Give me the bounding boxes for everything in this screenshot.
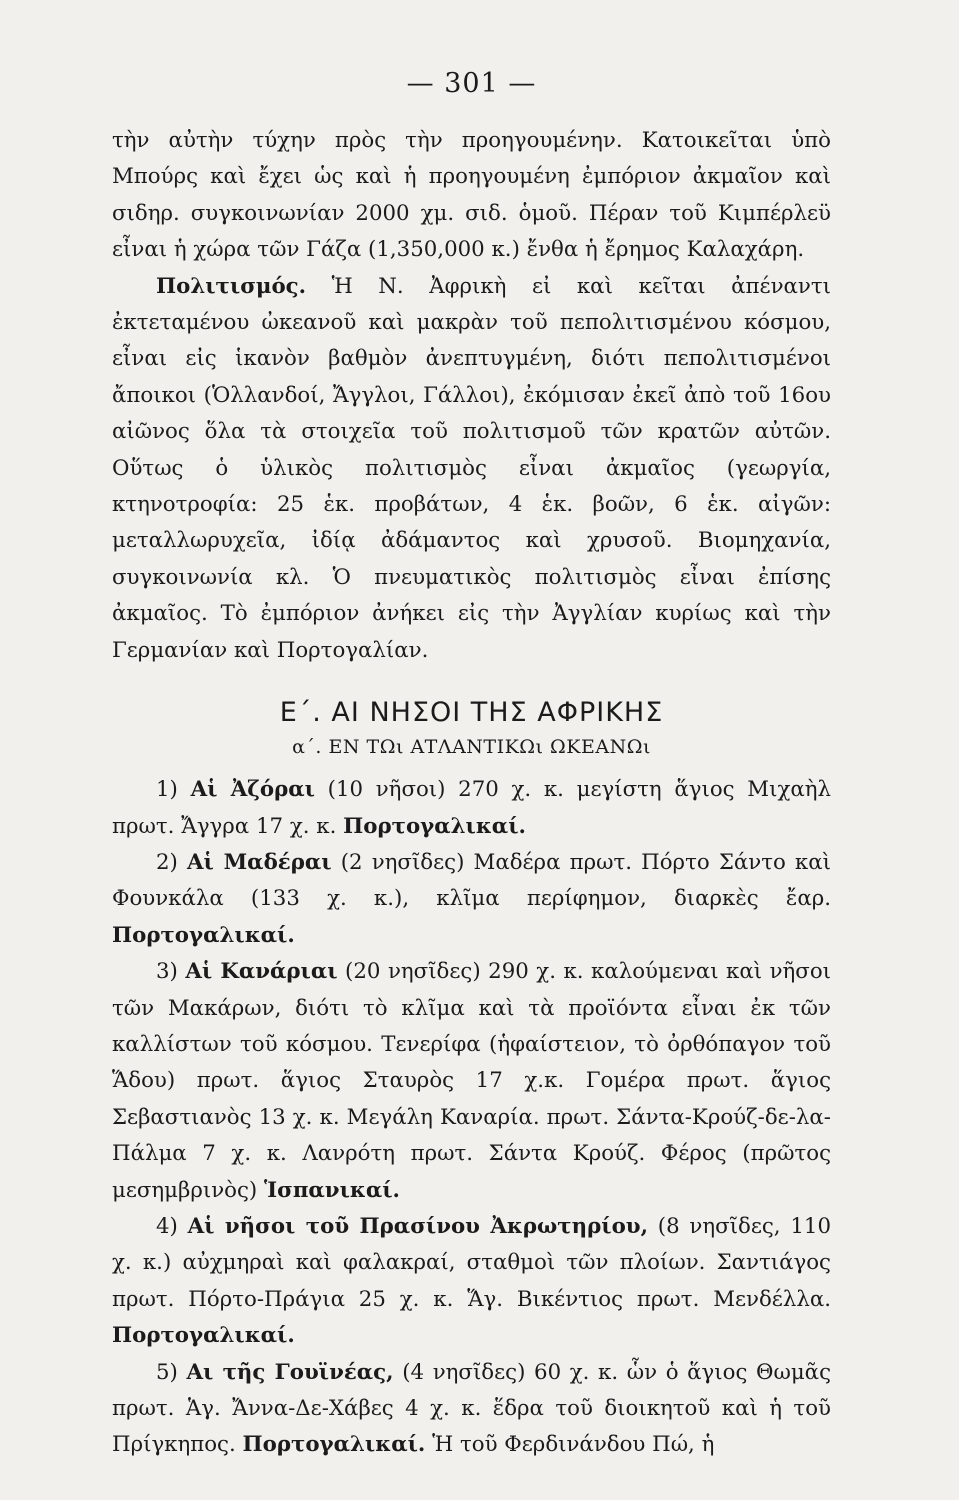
item-owner: Πορτογαλικαί.: [112, 1323, 295, 1349]
paragraph-civilization: [112, 269, 831, 669]
item-number: 2): [156, 849, 187, 875]
item-body: (10 νῆσοι) 270 χ. κ. μεγίστη ἅγιος Μιχαὴλ πρωτ. Ἄγγρα 17 χ. κ.: [112, 777, 831, 839]
paragraph-body: Ἡ Ν. Ἀφρικὴ εἰ καὶ κεῖται ἀπέναντι ἐκτεταμένου ὠκεανοῦ καὶ μακρὰν τοῦ πεπολιτισμένου κόσμου, εἶναι εἰς ἱκανὸν βαθμὸν ἀνεπτυγμένη, διότι πεπολιτισμένοι ἄποικοι (Ὁλλανδοί, Ἄγγλοι, Γάλλοι), ἐκόμισαν ἐκεῖ ἀπὸ τοῦ 16ου αἰῶνος ὅλα τὰ στοιχεῖα τοῦ πολιτισμοῦ τῶν κρατῶν αὐτῶν. Οὕτως ὁ ὑλικὸς πολιτισμὸς εἶναι ἀκμαῖος (γεωργία, κτηνοτροφία: 25 ἑκ. προβάτων, 4 ἑκ. βοῶν, 6 ἑκ. αἰγῶν: μεταλλωρυχεῖα, ἰδίᾳ ἀδάμαντος καὶ χρυσοῦ. Βιομηχανία, συγκοινωνία κλ. Ὁ πνευματικὸς πολιτισμὸς εἶναι ἐπίσης ἀκμαῖος. Τὸ ἐμπόριον ἀνήκει εἰς τὴν Ἀγγλίαν κυρίως καὶ τὴν Γερμανίαν καὶ Πορτογαλίαν.: [112, 273, 831, 663]
list-item: [112, 1209, 831, 1355]
subsection-title: α΄. ΕΝ ΤΩι ΑΤΛΑΝΤΙΚΩι ΩΚΕΑΝΩι: [292, 736, 651, 759]
page-number: — 301 —: [406, 68, 537, 99]
item-number: 5): [156, 1359, 187, 1385]
item-number: 1): [156, 777, 191, 803]
list-item: [112, 772, 831, 845]
section-title: Ε΄. ΑΙ ΝΗΣΟΙ ΤΗΣ ΑΦΡΙΚΗΣ: [279, 697, 664, 729]
item-name: Αἱ Κανάριαι: [185, 959, 338, 985]
item-number: 4): [156, 1213, 188, 1239]
item-name: Αι τῆς Γουϊνέας,: [186, 1359, 394, 1385]
paragraph-intro: τὴν αὐτὴν τύχην πρὸς τὴν προηγουμένην. Κατοικεῖται ὑπὸ Μπούρς καὶ ἔχει ὡς καὶ ἡ προηγουμένη ἐμπόριον ἀκμαῖον καὶ σιδηρ. συγκοινωνίαν 2000 χμ. σιδ. ὁμοῦ. Πέραν τοῦ Κιμπέρλεϋ εἶναι ἡ χώρα τῶν Γάζα (1,350,000 κ.) ἔνθα ἡ ἔρημος Καλαχάρη.: [112, 128, 831, 263]
item-owner: Πορτογαλικαί.: [242, 1432, 426, 1458]
item-owner: Ἱσπανικαί.: [263, 1177, 400, 1203]
list-item: [112, 954, 831, 1209]
item-body: (2 νησῖδες) Μαδέρα πρωτ. Πόρτο Σάντο καὶ Φουνκάλα (133 χ. κ.), κλῖμα περίφημον, διαρκὲς ἔαρ.: [112, 849, 831, 912]
item-owner: Πορτογαλικαί.: [112, 922, 295, 948]
item-name: Αἱ νῆσοι τοῦ Πρασίνου Ἀκρωτηρίου,: [187, 1213, 648, 1239]
list-item: [112, 1355, 831, 1464]
paragraph-heading: Πολιτισμός.: [156, 273, 307, 299]
item-number: 3): [156, 959, 186, 985]
item-body: (4 νησῖδες) 60 χ. κ. ὧν ὁ ἅγιος Θωμᾶς πρωτ. Ἁγ. Ἄννα-Δε-Χάβες 4 χ. κ. ἕδρα τοῦ διοικητοῦ καὶ ἡ τοῦ Πρίγκηπος.: [112, 1359, 831, 1458]
item-name: Αἱ Μαδέραι: [187, 849, 332, 875]
list-item: [112, 845, 831, 954]
item-body: (20 νησῖδες) 290 χ. κ. καλούμεναι καὶ νῆσοι τῶν Μακάρων, διότι τὸ κλῖμα καὶ τὰ προϊόντα εἶναι ἐκ τῶν καλλίστων τοῦ κόσμου. Τενερίφα (ἡφαίστειον, τὸ ὀρθόπαγον τοῦ Ἅδου) πρωτ. ἅγιος Σταυρὸς 17 χ.κ. Γομέρα πρωτ. ἅγιος Σεβαστιανὸς 13 χ. κ. Μεγάλη Καναρία. πρωτ. Σάντα-Κρούζ-δε-λα-Πάλμα 7 χ. κ. Λανρότη πρωτ. Σάντα Κρούζ. Φέρος (πρῶτος μεσημβρινὸς): [112, 959, 831, 1203]
item-continuation: Ἡ τοῦ Φερδινάνδου Πώ, ἡ: [425, 1432, 715, 1458]
item-name: Αἱ Ἀζόραι: [190, 777, 315, 803]
item-body: (8 νησῖδες, 110 χ. κ.) αὐχμηραὶ καὶ φαλακραί, σταθμοὶ τῶν πλοίων. Σαντιάγος πρωτ. Πόρτο-Πράγια 25 χ. κ. Ἅγ. Βικέντιος πρωτ. Μενδέλλα.: [112, 1213, 831, 1312]
item-owner: Πορτογαλικαί.: [343, 813, 526, 839]
